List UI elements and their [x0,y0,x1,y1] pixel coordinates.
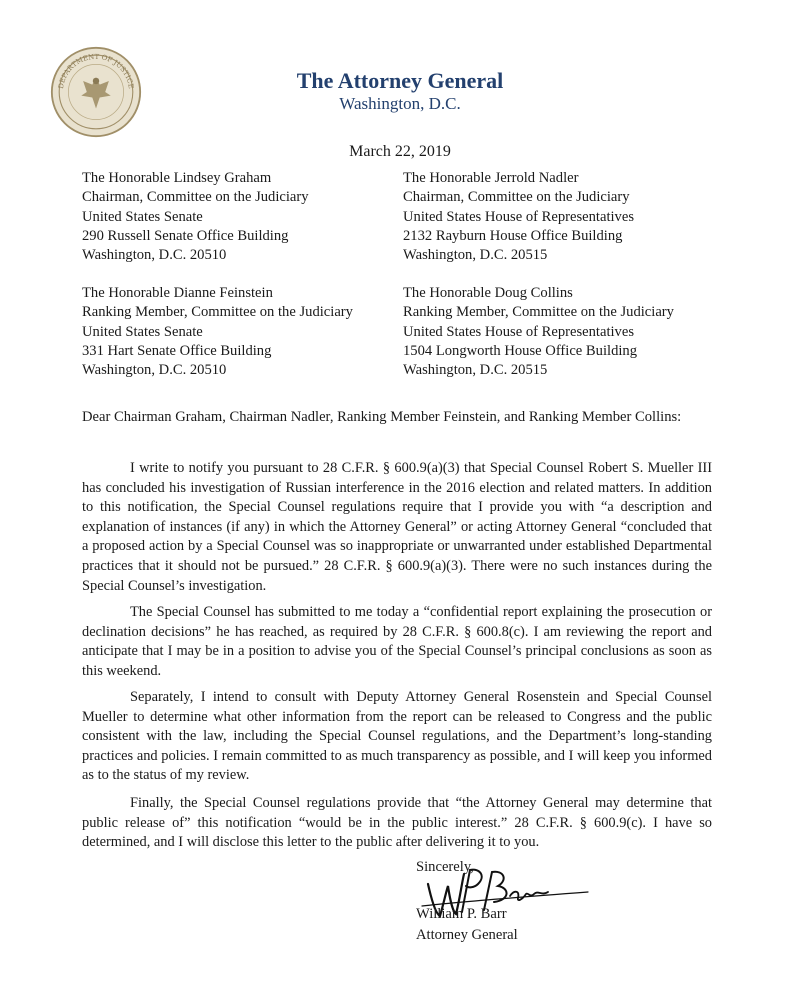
recipient-line: 331 Hart Senate Office Building [82,342,272,359]
recipient-line: The Honorable Dianne Feinstein [82,285,273,301]
recipient-line: 1504 Longworth House Office Building [403,342,638,359]
svg-text:DEPARTMENT OF JUSTICE: DEPARTMENT OF JUSTICE [56,52,135,90]
letterhead-title: The Attorney General [296,68,504,93]
signer-title: Attorney General [416,927,518,943]
body-paragraph: Finally, the Special Counsel regulations provide that “the Attorney General may determine that public release of” this notification “would be in the public interest.” 28 C.F.R. § 600.9(c). I have so determined, and I will disclose this letter to the public after delivering it to you. [82,795,712,851]
recipient-line: Chairman, Committee on the Judiciary [403,189,630,206]
recipient-line: Ranking Member, Committee on the Judiciary [403,304,674,321]
recipient-line: United States House of Representatives [403,323,635,340]
recipient-line: Washington, D.C. 20515 [403,362,548,379]
recipient-line: Washington, D.C. 20510 [82,362,227,379]
recipient-block-nadler [403,169,634,265]
recipient-block-collins [403,284,674,380]
recipient-line: United States Senate [82,323,203,340]
body-paragraph: Separately, I intend to consult with Deputy Attorney General Rosenstein and Special Counsel Mueller to determine what other information from the report can be released to Congress and the public consistent with the law, including the Special Counsel regulations, and the Department’s long-standing practices and policies. I remain committed to as much transparency as possible, and I will keep you informed as to the status of my review. [82,689,712,784]
letterhead [230,68,570,114]
letter-date: March 22, 2019 [349,143,451,160]
salutation: Dear Chairman Graham, Chairman Nadler, Ranking Member Feinstein, and Ranking Member Collins: [82,409,682,425]
recipient-block-feinstein [82,284,353,380]
recipient-line: United States Senate [82,208,203,225]
recipient-line: 290 Russell Senate Office Building [82,227,289,244]
recipient-line: Washington, D.C. 20515 [403,247,548,264]
valediction: Sincerely, [416,859,474,875]
recipient-block-graham [82,169,309,265]
recipient-line: 2132 Rayburn House Office Building [403,227,623,244]
recipient-line: Washington, D.C. 20510 [82,247,227,264]
body-paragraph: I write to notify you pursuant to 28 C.F.R. § 600.9(a)(3) that Special Counsel Robert S. Mueller III has concluded his investigation of Russian interference in the 2016 election and related matters. In addition to this notification, the Special Counsel regulations require that I provide you with “a description and explanation of instances (if any) in which the Attorney General” or acting Attorney General “concluded that a proposed action by a Special Counsel was so inappropriate or unwarranted under established Departmental practices that it should not be pursued.” 28 C.F.R. § 600.9(a)(3). There were no such instances during the Special Counsel’s investigation. [82,460,712,594]
recipient-line: Chairman, Committee on the Judiciary [82,189,309,206]
letterhead-location: Washington, D.C. [339,94,461,113]
recipient-line: Ranking Member, Committee on the Judiciary [82,304,353,321]
recipient-line: The Honorable Jerrold Nadler [403,170,579,186]
doj-seal-icon [50,46,142,138]
signer-name: William P. Barr [416,906,507,922]
body-paragraph: The Special Counsel has submitted to me today a “confidential report explaining the prosecution or declination decisions” he has reached, as required by 28 C.F.R. § 600.8(c). I am reviewing the report and anticipate that I may be in a position to advise you of the Special Counsel’s principal conclusions as soon as this weekend. [82,604,712,679]
recipient-line: United States House of Representatives [403,208,635,225]
recipient-line: The Honorable Lindsey Graham [82,170,272,186]
recipient-line: The Honorable Doug Collins [403,285,573,301]
